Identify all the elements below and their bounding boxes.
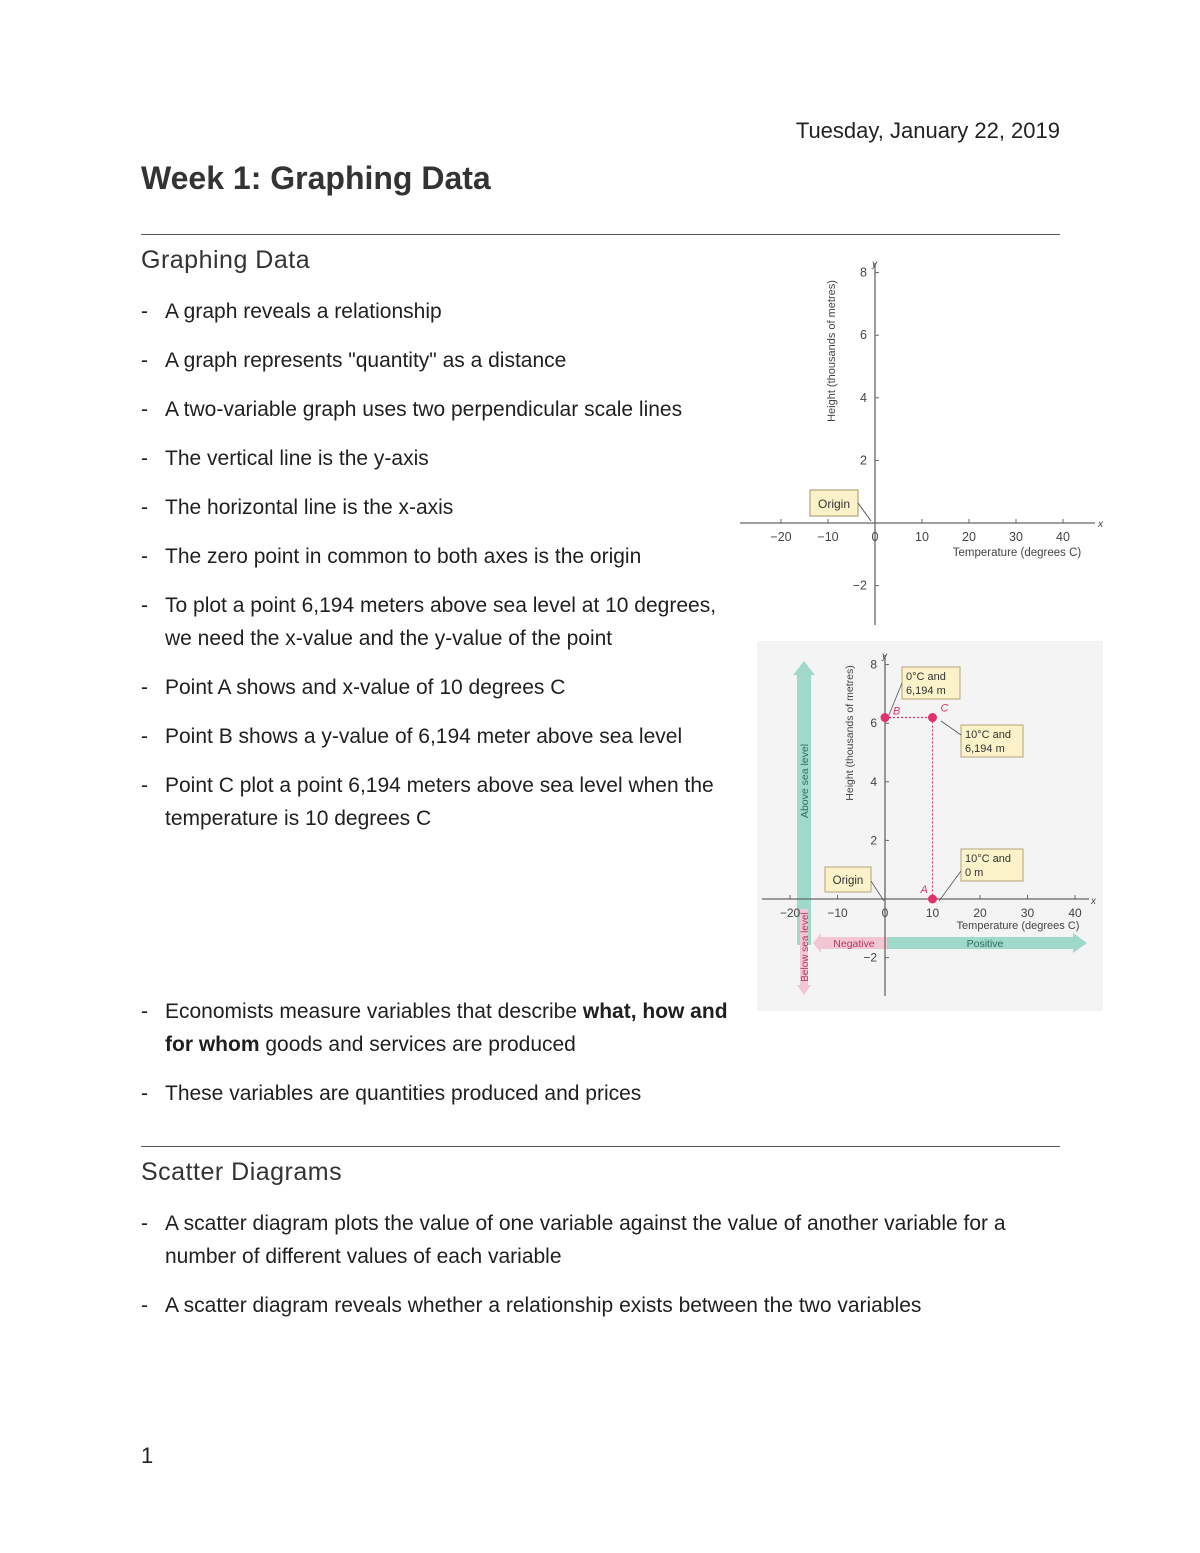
- axes-group: [740, 263, 1095, 625]
- list-item: - The horizontal line is the x-axis: [141, 496, 454, 519]
- divider: [141, 234, 1060, 235]
- x-tick-label: 20: [973, 906, 987, 920]
- x-axis-label: Temperature (degrees C): [956, 920, 1080, 932]
- x-tick-label: 40: [1056, 530, 1070, 544]
- economists-list: [141, 995, 741, 1110]
- section-title-scatter-diagrams: Scatter Diagrams: [141, 1158, 343, 1186]
- list-item: - A scatter diagram plots the value of one variable against the value of another variable for a number of different values of each variable: [141, 1212, 1006, 1268]
- below-sea-level-label: Below sea level: [800, 912, 811, 982]
- x-tick-label: 30: [1009, 530, 1023, 544]
- positive-label: Positive: [966, 938, 1004, 950]
- x-tick-label: 30: [1020, 906, 1035, 920]
- list-item: - Point C plot a point 6,194 meters above sea level when the temperature is 10 degrees C: [141, 774, 714, 830]
- y-tick-label: 8: [860, 265, 867, 280]
- divider: [141, 1146, 1060, 1147]
- list-item: - A graph represents "quantity" as a distance: [141, 349, 567, 372]
- list-item: - These variables are quantities produced and prices: [141, 1082, 642, 1105]
- list-item: - Point B shows a y-value of 6,194 meter above sea level: [141, 725, 683, 748]
- negative-label: Negative: [833, 938, 875, 950]
- x-tick-label: 40: [1068, 906, 1082, 920]
- page-title: Week 1: Graphing Data: [141, 160, 491, 196]
- page-number: 1: [141, 1443, 154, 1468]
- list-item: - The zero point in common to both axes is the origin: [141, 545, 642, 568]
- y-axis-label: Height (thousands of metres): [826, 280, 838, 422]
- list-item: - A two-variable graph uses two perpendicular scale lines: [141, 398, 683, 421]
- callout-a-line-2: 0 m: [965, 867, 984, 879]
- y-tick-label: 6: [870, 716, 877, 731]
- scatter-diagrams-list: [141, 1207, 1076, 1322]
- y-axis-label: Height (thousands of metres): [844, 665, 856, 801]
- point-a-label: A: [920, 884, 928, 896]
- graphing-data-list: [141, 295, 731, 835]
- list-item: - A scatter diagram reveals whether a relationship exists between the two variables: [141, 1294, 922, 1317]
- x-tick-label: −20: [770, 530, 792, 544]
- x-tick-label: −10: [817, 530, 839, 544]
- origin-callout-pointer: [858, 503, 871, 521]
- x-tick-label: 0: [881, 906, 889, 920]
- y-tick-label: −2: [852, 578, 867, 593]
- list-item: - To plot a point 6,194 meters above sea level at 10 degrees, we need the x-value and the y-value of the point: [141, 594, 717, 650]
- x-tick-label: 0: [871, 530, 879, 544]
- callout-b-line-1: 0°C and: [906, 671, 946, 683]
- section-title-graphing-data: Graphing Data: [141, 246, 311, 274]
- callout-a-line-1: 10°C and: [965, 853, 1011, 865]
- point-a: [928, 895, 937, 904]
- y-axis-letter: y: [882, 651, 887, 662]
- point-b-label: B: [893, 705, 901, 718]
- callout-c-line-2: 6,194 m: [965, 743, 1005, 755]
- x-tick-label: 10: [925, 906, 940, 920]
- x-axis-letter: x: [1091, 896, 1096, 907]
- point-c: [928, 713, 937, 722]
- y-axis-letter: y: [872, 259, 877, 270]
- list-item: - A graph reveals a relationship: [141, 300, 442, 323]
- callout-b-line-2: 6,194 m: [906, 685, 946, 697]
- point-c-label: C: [940, 702, 949, 715]
- y-tick-label: 2: [860, 453, 867, 468]
- point-b: [881, 713, 890, 722]
- list-item: - The vertical line is the y-axis: [141, 447, 429, 470]
- y-tick-label: 4: [870, 774, 877, 789]
- x-tick-label: 20: [962, 530, 976, 544]
- x-tick-label: −10: [827, 906, 848, 920]
- x-tick-label: −20: [779, 906, 801, 920]
- x-axis-letter: x: [1098, 519, 1103, 530]
- list-item: - Point A shows and x-value of 10 degrees C: [141, 676, 566, 699]
- origin-callout-label: Origin: [832, 875, 864, 887]
- y-tick-label: 2: [870, 833, 877, 848]
- origin-callout-label: Origin: [817, 497, 851, 511]
- y-tick-label: 4: [860, 390, 867, 405]
- figure-axes: [735, 255, 1105, 630]
- y-tick-label: 8: [870, 657, 877, 672]
- figure-plotted-points: [757, 641, 1103, 1011]
- x-axis-label: Temperature (degrees C): [952, 547, 1082, 559]
- x-tick-label: 10: [915, 530, 929, 544]
- y-tick-label: −2: [863, 950, 877, 965]
- callout-c-line-1: 10°C and: [965, 729, 1011, 741]
- above-sea-level-label: Above sea level: [799, 743, 811, 819]
- document-date: Tuesday, January 22, 2019: [795, 118, 1060, 143]
- list-item: - Economists measure variables that describe what, how and for whom goods and services are produced: [141, 1000, 728, 1056]
- y-tick-label: 6: [860, 328, 867, 343]
